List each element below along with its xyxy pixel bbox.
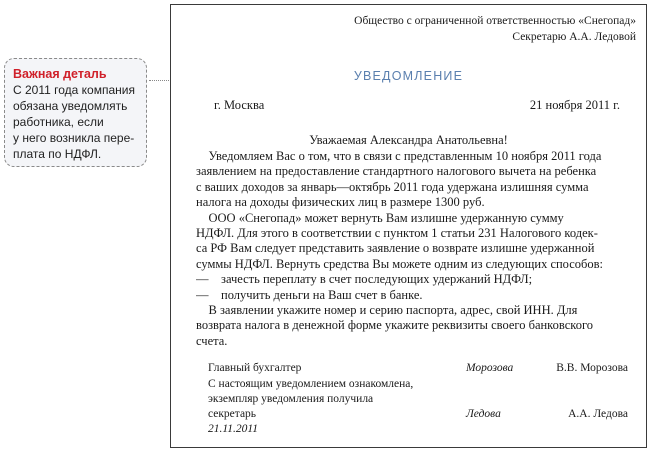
- letter-place: г. Москва: [214, 98, 265, 112]
- note-line: плата по НДФЛ.: [13, 147, 102, 161]
- body-line: суммы НДФЛ. Вернуть средства Вы можете одним из следующих способов:: [196, 256, 604, 271]
- body-line: са РФ Вам следует представить заявление о возврате излишне удержанной: [196, 241, 595, 256]
- accountant-name: В.В. Морозова: [556, 362, 628, 374]
- body-line: счета.: [196, 333, 228, 348]
- letter-body: [196, 149, 628, 349]
- important-detail-note: [4, 58, 147, 167]
- notification-letter: [170, 4, 647, 448]
- body-line: В заявлении укажите номер и серию паспорта, адрес, свой ИНН. Для: [196, 303, 578, 318]
- salutation: Уважаемая Александра Анатольевна!: [309, 133, 508, 147]
- header-recipient: Секретарю А.А. Ледовой: [512, 31, 636, 43]
- body-line: налога на доходы физических лиц в размере 1300 руб.: [196, 195, 485, 210]
- note-line: обязана уведомлять: [13, 99, 128, 113]
- body-line: ООО «Снегопад» может вернуть Вам излишне удержанную сумму: [196, 210, 564, 225]
- body-line: возврата налога в денежной форме укажите реквизиты своего банковского: [196, 318, 594, 333]
- accountant-position: Главный бухгалтер: [208, 362, 302, 374]
- body-line: НДФЛ. Для этого в соответствии с пунктом 1 статьи 231 Налогового кодек-: [196, 226, 598, 241]
- body-list-item: — зачесть переплату в счет последующих удержаний НДФЛ;: [196, 272, 533, 287]
- body-line: с ваших доходов за январь—октябрь 2011 года удержана излишняя сумма: [196, 179, 589, 194]
- secretary-position: секретарь: [208, 408, 257, 420]
- body-line: заявлением на предоставление стандартного налогового вычета на ребенка: [196, 164, 597, 179]
- note-line: работника, если: [13, 115, 104, 129]
- acknowledgement-line-1: С настоящим уведомлением ознакомлена,: [208, 378, 414, 390]
- note-line: у него возникла пере-: [13, 131, 135, 145]
- letter-date: 21 ноября 2011 г.: [529, 98, 620, 112]
- document-title: УВЕДОМЛЕНИЕ: [353, 69, 464, 83]
- secretary-name: А.А. Ледова: [568, 408, 628, 420]
- note-line: С 2011 года компания: [13, 83, 135, 97]
- body-line: Уведомляем Вас о том, что в связи с представленным 10 ноября 2011 года: [196, 149, 602, 163]
- body-list-item: — получить деньги на Ваш счет в банке.: [196, 287, 423, 302]
- note-title: Важная деталь: [13, 67, 107, 81]
- header-organization: Общество с ограниченной ответственностью «Снегопад»: [354, 15, 636, 27]
- secretary-signature: Ледова: [466, 408, 501, 420]
- acknowledgement-date: 21.11.2011: [208, 423, 259, 435]
- accountant-signature: Морозова: [466, 362, 514, 374]
- acknowledgement-line-2: экземпляр уведомления получила: [208, 393, 374, 405]
